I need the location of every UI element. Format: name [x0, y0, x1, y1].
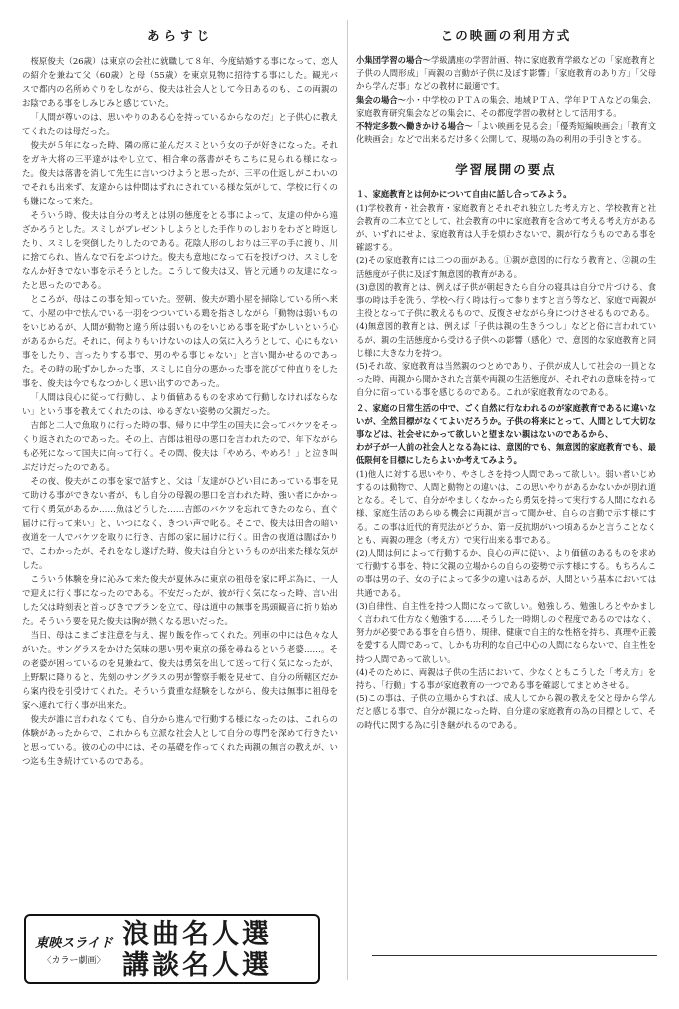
- usage-item-text: 学級講座の学習計画、特に家庭教育学級などの「家庭教育と子供の人間形成」「両親の言動が子供に及ぼす影響」「家庭教育のあり方」「父母から学んだ事」などの教材に最適です。: [356, 55, 656, 92]
- brand-subtitle: 〈カラー劇画〉: [42, 956, 106, 966]
- synopsis-paragraph: 俊夫が誰に言われなくても、自分から進んで行動する様になったのは、これらの体験があったからで、これからも立派な社会人として自分の専門を深めて行きたいと思っている。彼の心の中には、その基礎を作ってくれた両親の無言の教えが、いつ迄も生き続けているのである。: [22, 714, 338, 766]
- synopsis-column: [22, 0, 338, 768]
- synopsis-body: [22, 54, 338, 768]
- synopsis-paragraph: そういう時、俊夫は自分の考えとは別の態度をとる事によって、友達の仲から遠ざかろうとした。スミしがプレゼントしようとした手作りのしおりをわざと時返したり、スミしを突倒したりしたのである。花陰人形のしおりは三平の手に渡り、川に捨てられ、皆んなで石をぶつけた。俊夫も意地になって石を投げつけ、スミしをなんか好きでない事を示そうとした。こうして俊夫は又、皆と元通りの友達になったと思ったのである。: [22, 210, 338, 290]
- brand-block: [34, 932, 114, 966]
- synopsis-paragraph: 当日、母はこまごま注意を与え、握り飯を作ってくれた。列車の中には色々な人がいた。サングラスをかけた気味の悪い男や東京の孫を尋ねるという老婆……。その老婆が困っているのを見兼ねて、俊夫は勇気を出して送って行く気になったが、上野駅に降りると、先刻のサングラスの男が警察手帳を見せて、自分の所轄区だから案内役を引受けてくれた。そういう貴重な経験をしながら、俊夫は無事に祖母を家へ連れて行く事が出来た。: [22, 630, 338, 710]
- brand-name: 東映スライド: [35, 936, 113, 951]
- synopsis-title: あらすじ: [146, 28, 213, 43]
- usage-item: [356, 94, 656, 120]
- point-item: (3)自律性、自主性を持つ人間になって欲しい。勉強しろ、勉強しろとやかましく言われて仕方なく勉強する……そうした一時期しのぐ程度であるのではなく、努力が必要である事を自ら悟り、規律、健康で自主的な性格を持ち、真理や正義を愛する人間であって、しかも功利的な自己中心の人間にならないで、自主性を持つ人間であって欲しい。: [356, 600, 656, 664]
- point-item: (2)その家庭教育には二つの面がある。①親が意図的に行なう教育と、②親の生活態度が子供に及ぼす無意図的教育がある。: [356, 255, 656, 279]
- synopsis-paragraph: 「人間は良心に従って行動し、より価値あるものを求めて行動しなければならない」という事を教えてくれたのは、ゆるぎない姿勢の父親だった。: [22, 392, 338, 416]
- advert-title-kodan: 講談名人選: [122, 950, 272, 981]
- synopsis-paragraph: ところが、母はこの事を知っていた。翌朝、俊夫が鶏小屋を掃除している所へ来て、小屋の中で怯んでいる一羽をつついている鶏を指さしながら「動物は弱いものをいじめるが、人間が動物と違う所は弱いものをいじめる事を恥ずかしいという心があるからだ。それに、何よりもいけないのは人の気に入ろうとして、心にもない事をしたり、言ったりする事で、男のやる事じゃない」と言い聞かせるのであった。その時の恥ずかしかった事、スミしに自分の悪かった事を詫びて仲直りをした事を、俊夫は今でもなつかしく思い出すのであった。: [22, 294, 338, 388]
- usage-item-text: 小・中学校のＰＴＡの集会、地域ＰＴＡ、学年ＰＴＡなどの集会、家庭教育研究集会などの集会に、その都度学習の教材として活用する。: [356, 94, 656, 118]
- usage-item: [356, 54, 656, 94]
- point-item: わが子が一人前の社会人となる為には、意図的でも、無意図的家庭教育でも、最低限何を目標にしたらよいか考えてみよう。: [356, 442, 656, 466]
- point-item: (4)無意図的教育とは、例えば「子供は親の生きうつし」などと俗に言われているが、親の生活態度から受ける子供への影響（感化）で、意図的な家庭教育と同じ様に大きな力を持つ。: [356, 321, 656, 358]
- synopsis-paragraph: その夜、俊夫がこの事を家で話すと、父は「友達がひどい目にあっている事を見て助ける事ができない者が、もし自分の母親の悪口を言われた時、強い者にかかって行く勇気があるか……魚はどうした……吉郎のバケツを忘れてきたのなら、直ぐ届けに行って来い」と、いつになく、きつい声で叱る。そこで、俊夫は田舎の暗い夜道を一人でバケツを取りに行き、吉郎の家に届けに行く。田舎の夜道は闇ばかりで、こわかったが、それをなし遂げた時、俊夫は自分というものが出来た様な気がした。: [22, 476, 338, 570]
- usage-item-text: 「よい映画を見る会」「優秀短編映画会」「教育文化映画会」などで出来るだけ多く公開して、現場の為の利用の手引きとする。: [356, 121, 656, 145]
- point-heading: １、家庭教育とは何かについて自由に話し合ってみよう。: [356, 189, 572, 200]
- point-item: (2)人間は何によって行動するか、良心の声に従い、より価値のあるものを求めて行動する事を、特に父親の立場からの自らの姿勢で示す様にする。もちろんこの事は男の子、女の子によって多少の違いはあるが、人間という基本においては共通である。: [356, 547, 656, 598]
- point-item: (5)この事は、子供の立場からすれば、成人してから親の教えを父と母から学んだと感じる事で、自分が親になった時、自分達の家庭教育の為の目標として、その時代に関する為に引き継がれるのである。: [356, 693, 656, 730]
- usage-item: [356, 120, 656, 146]
- usage-column: [356, 0, 656, 732]
- learning-points-title: 学習展開の要点: [455, 162, 557, 178]
- synopsis-paragraph: こういう体験を身に沁みて来た俊夫が夏休みに東京の祖母を家に呼ぶ為に、一人で迎えに行く事になったのである。不安だったが、彼が行く気になった時、言い出した父は時刻表と首っぴきでプランを立て、母は道中の無事を馬頭観音に折り始めた。そういう要を見た俊夫は胸が熱くなる思いだった。: [22, 574, 338, 626]
- advert-title-rokyoku: 浪曲名人選: [122, 919, 272, 950]
- advert-titles: [122, 919, 318, 981]
- usage-item-lead: 小集団学習の場合〜: [356, 55, 432, 65]
- point-item: (4)そのために、両親は子供の生活において、少なくともこうした「考え方」を持ち、「行動」する事が家庭教育の一つである事を確認してまとめさせる。: [356, 666, 656, 690]
- point-item: (3)意図的教育とは、例えば子供が朝起きたら自分の寝具は自分で片づける、食事の時は手を洗う、学校へ行く時は行って参りますと言う等など、家庭で両親が主役となって子供に教えるもので、反復させながら身につけさせるものである。: [356, 281, 656, 319]
- synopsis-paragraph: 桜原俊夫（26歳）は東京の会社に就職して８年、今度結婚する事になって、恋人の紹介を兼ねて父（60歳）と母（55歳）を東京見物に招待する事にした。観光バスで都内の名所めぐりをしながら、俊夫は社会人として今日あるのも、この両親のお陰である事をしみじみと感じていた。: [22, 56, 338, 108]
- learning-points-list: [356, 188, 656, 731]
- column-divider: [347, 20, 348, 980]
- point-item: (1)他人に対する思いやり、やさしさを持つ人間であって欲しい。弱い者いじめするのは動物で、人間と動物との違いは、この思いやりがあるかないかが別れ道となる。そして、自分がやましくなかったら勇気を持って実行する人間になれる様、家庭生活のあらゆる機会に両親が言って聞かせ、自らの言動で示す様にする。この事は近代的育児法がどうか、第一反抗期がいつ頃あるかと言うことなくとも、両親の理念（考え方）で実行出来る事である。: [356, 468, 656, 545]
- usage-title: この映画の利用方式: [440, 28, 572, 43]
- usage-item-lead: 不特定多数へ働きかける場合〜: [356, 121, 473, 132]
- point-item: (5)それ故、家庭教育は当然親のつとめであり、子供が成人して社会の一員となった時、両親から聞かされた言葉や両親の生活態度が、それぞれの意味を持って自分に宿っている事を感じるのである。これが家庭教育なのである。: [356, 361, 656, 398]
- synopsis-paragraph: 「人間が尊いのは、思いやりのある心を持っているからなのだ」と子供心に教えてくれたのは母だった。: [22, 112, 338, 136]
- point-heading: ２、家庭の日常生活の中で、ごく自然に行なわれるのが家庭教育であるに違いないが、全然目標がなくてよいだろうか。子供の将来にとって、人間として大切な事などは、社会せにかって欲しいと望まない親はないのであるから、: [356, 402, 656, 440]
- end-rule: [372, 955, 657, 956]
- advert-banner: [24, 914, 320, 984]
- usage-item-lead: 集会の場合〜: [356, 94, 407, 105]
- synopsis-paragraph: 俊夫が５年になった時、隣の席に並んだスミという女の子が好きになった。それをガキ大将の三平達がはやし立て、相合傘の落書がそちこちに見られる様になった。俊夫は落書を消して先生に言いつけようと思ったが、三平の仕返しがこわいのでそれも出来ず、友達からは仲間はずれにされている様な気がして、学校に行くのも嫌になって来た。: [22, 140, 338, 206]
- point-item: (1)学校教育・社会教育・家庭教育とそれぞれ独立した考え方と、学校教育と社会教育の二本立てとして、社会教育の中に家庭教育を含めて考える考え方があるが、いずれにせよ、家庭教育は人手を煩わさないで、親が行なうものである事を確認する。: [356, 202, 656, 253]
- usage-list: [356, 54, 656, 146]
- synopsis-paragraph: 吉郎と二人で魚取りに行った時の事、帰りに中学生の国夫に会ってバケツをそっくり返されたのであった。その上、吉郎は祖母の悪口を言われたので、年下ながらも必死になって国夫に向って行く。その間、俊夫は「やめろ、やめろ！」と泣き叫ぶだけだったのである。: [22, 420, 338, 472]
